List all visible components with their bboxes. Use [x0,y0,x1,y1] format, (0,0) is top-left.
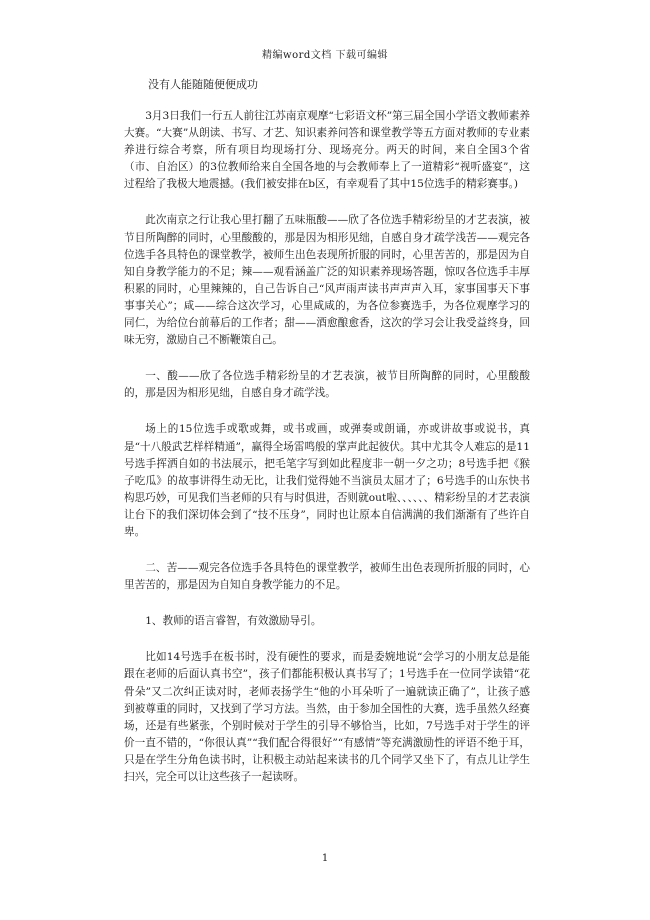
paragraph-section-bitter: 二、苦——观完各位选手各具特色的课堂教学，被师生出色表现所折服的同时，心里苦苦的，那是因为自知自身教学能力的不足。 [124,562,530,592]
paragraph-subsection-language: 1、教师的语言睿智，有效激励导引。 [145,615,322,628]
page-header: 精编word文档 下载可编辑 [262,50,388,61]
document-title: 没有人能随随便便成功 [148,78,258,91]
document-body [124,76,530,805]
paragraph-intro: 3月3日我们一行五人前往江苏南京观摩“七彩语文杯”第三届全国小学语文教师素养大赛。“大赛”从朗读、书写、才艺、知识素养问答和课堂教学等五方面对教师的专业素养进行综合考察，所有项目均现场打分、现场亮分。两天的时间，来自全国3个省（市、自治区）的3位教师给来自全国各地的与会教师奉上了一道精彩“视听盛宴”，这过程给了我极大地震撼。(我们被安排在b区，有幸观看了其中15位选手的精彩赛事。) [124,110,530,191]
paragraph-examples: 比如14号选手在板书时，没有硬性的要求，而是委婉地说“会学习的小朋友总是能跟在老师的后面认真书空”，孩子们都能积极认真书写了；1号选手在一位同学读错“花骨朵”又二次纠正读对时，老师表扬学生“他的小耳朵听了一遍就读正确了”，让孩子感到被尊重的同时，又找到了学习方法。当然，由于参加全国性的大赛，选手虽然久经赛场，还是有些紧张，个别时候对于学生的引导不够恰当，比如，7号选手对于学生的评价一直不错的，“你很认真”“我们配合得很好”“有感情”等充满激励性的评语不绝于耳，只是在学生分角色读书时，让积极主动站起来读书的几个同学又坐下了，有点儿让学生扫兴，完全可以让这些孩子一起读呀。 [124,651,530,783]
paragraph-talent-show: 场上的15位选手或歌或舞，或书或画，或弹奏或朗诵，亦或讲故事或说书，真是“十八般武艺样样精通”，赢得全场雷鸣般的掌声此起彼伏。其中尤其令人难忘的是11号选手挥洒自如的书法展示，把毛笔字写到如此程度非一朝一夕之功；8号选手把《猴子吃瓜》的故事讲得生动无比，让我们觉得她不当演员太屈才了；6号选手的山东快书构思巧妙，可见我们当老师的只有与时俱进，否则就out啦、、、、、、精彩纷呈的才艺表演让台下的我们深切体会到了“技不压身”，同时也让原本自信满满的我们渐渐有了些许自卑。 [124,423,530,538]
paragraph-section-sour: 一、酸——欣了各位选手精彩纷呈的才艺表演，被节目所陶醉的同时，心里酸酸的，那是因为相形见绌，自感自身才疏学浅。 [124,370,530,400]
page-number: 1 [321,853,329,864]
paragraph-five-flavors: 此次南京之行让我心里打翻了五味瓶酸——欣了各位选手精彩纷呈的才艺表演，被节目所陶醉的同时，心里酸酸的，那是因为相形见绌，自感自身才疏学浅苦——观完各位选手各具特色的课堂教学，被师生出色表现所折服的同时，心里苦苦的，那是因为自知自身教学能力的不足；辣——观看涵盖广泛的知识素养现场答题，惊叹各位选手丰厚积累的同时，心里辣辣的，自己告诉自己“风声雨声读书声声声入耳，家事国事天下事事事关心”；咸——综合这次学习，心里咸咸的，为各位参赛选手，为各位观摩学习的同仁，为给位台前幕后的工作者；甜——酒愈酿愈香，这次的学习会让我受益终身，回味无穷，激励自己不断鞭策自己。 [124,214,530,347]
